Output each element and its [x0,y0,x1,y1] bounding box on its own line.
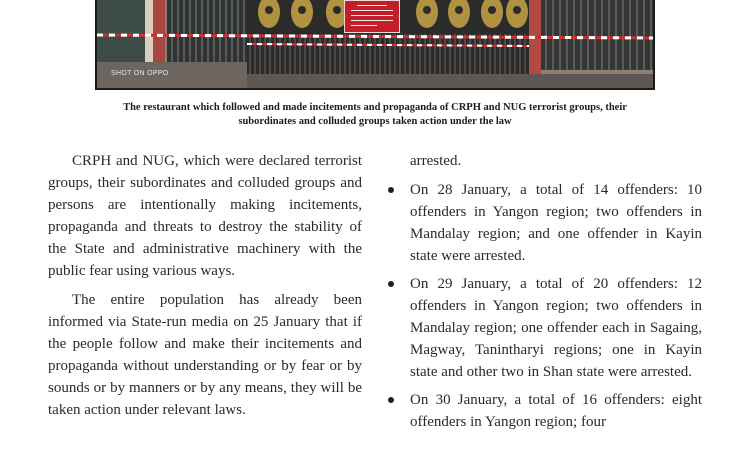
posted-notice-sign [344,0,400,33]
continued-text: arrested. [410,153,462,169]
right-column [384,150,702,439]
bullet-icon [388,187,394,193]
list-item-text: On 30 January, a total of 16 offenders: eight offenders in Yangon region; four [410,392,702,430]
bullet-icon [388,281,394,287]
photo-watermark: SHOT ON OPPO [111,70,169,77]
news-photo [95,0,655,90]
bullet-icon [388,397,394,403]
photo-caption: The restaurant which followed and made incitements and propaganda of CRPH and NUG terrorist groups, their subordinates and colluded groups taken action under the law [123,102,627,127]
list-item-text: On 29 January, a total of 20 offenders: 12 offenders in Yangon region; two offenders in Mandalay region; one offender each in Sagaing, Magway, Tanintharyi regions; one in Kayin state and other two in Shan state were arrested. [410,276,702,380]
paragraph: The entire population has already been informed via State-run media on 25 January that if the people follow and make their incitements and propaganda without understanding or by fear or by sounds or by manners or by any means, they will be taken action under relevant laws. [48,292,362,418]
list-item [384,389,702,433]
paragraph: CRPH and NUG, which were declared terrorist groups, their subordinates and colluded groups and persons are intentionally making incitements, propaganda and threats to destroy the stability of the State and administrative machinery with the public fear using various ways. [48,153,362,279]
list-item [384,273,702,383]
left-column [48,150,362,428]
list-item [384,179,702,267]
list-item-text: On 28 January, a total of 14 offenders: 10 offenders in Yangon region; two offenders in Mandalay region; and one offender in Kayin state were arrested. [410,182,702,264]
